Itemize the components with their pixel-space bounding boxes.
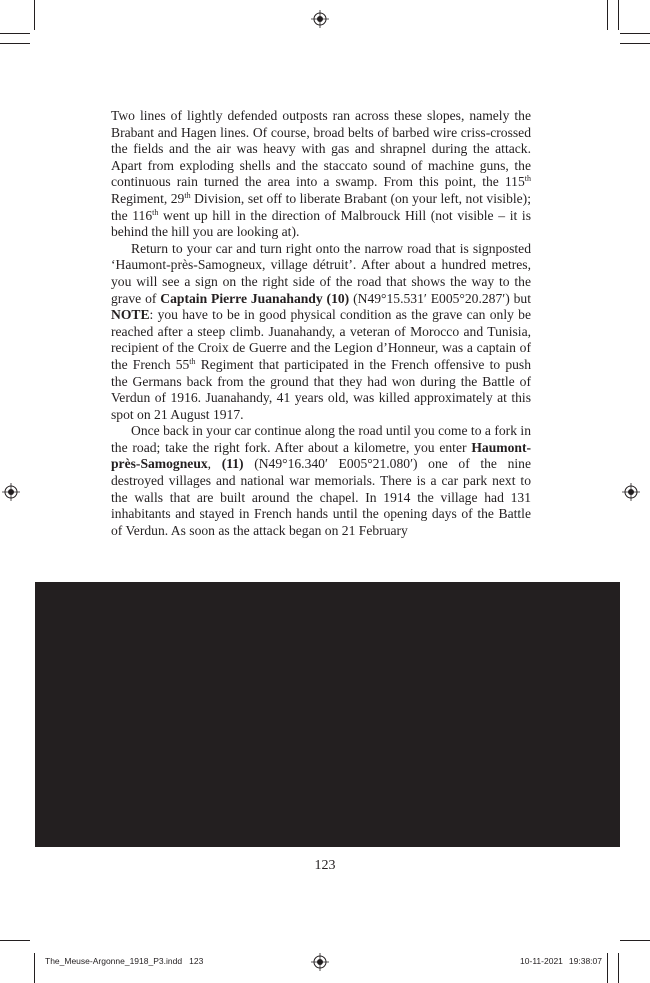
registration-mark-icon: [311, 10, 329, 28]
crop-mark: [34, 953, 35, 983]
crop-mark: [0, 43, 30, 44]
crop-mark: [618, 953, 619, 983]
crop-mark: [620, 33, 650, 34]
crop-mark: [0, 940, 30, 941]
crop-mark: [620, 43, 650, 44]
registration-mark-icon: [622, 483, 640, 501]
paragraph: Two lines of lightly defended outposts ran across these slopes, namely the Brabant and Hagen lines. Of course, broad belts of barbed wire criss-crossed the fields and the air was heavy with gas and shrapnel during the attack. Apart from exploding shells and the staccato sound of machine guns, the continuous rain turned the area into a swamp. From this point, the 115th Regiment, 29th Division, set off to liberate Brabant (on your left, not visible); the 116th went up hill in the direction of Malbrouck Hill (not visible – it is behind the hill you are looking at).: [111, 108, 531, 240]
slug-date: 10-11-2021: [520, 956, 563, 966]
crop-mark: [620, 940, 650, 941]
crop-mark: [607, 0, 608, 30]
slug-filename: The_Meuse-Argonne_1918_P3.indd 123: [45, 956, 204, 966]
paragraph: Once back in your car continue along the road until you come to a fork in the road; take the right fork. After about a kilometre, you enter Haumont-près-Samogneux, (11) (N49°16.340′ E005°21.080′) one of the nine destroyed villages and national war memorials. There is a car park next to the walls that are built around the chapel. In 1914 the village had 131 inhabitants and stayed in French hands until the opening days of the Battle of Verdun. As soon as the attack began on 21 February: [111, 423, 531, 538]
crop-mark: [618, 0, 619, 30]
crop-mark: [0, 33, 30, 34]
registration-mark-icon: [311, 953, 329, 971]
page-number: 123: [314, 858, 336, 873]
slug-time: 19:38:07: [568, 956, 602, 966]
registration-mark-icon: [2, 483, 20, 501]
paragraph: Return to your car and turn right onto the narrow road that is signposted ‘Haumont-près-Samogneux, village détruit’. After about a hundred metres, you will see a sign on the right side of the road that shows the way to the grave of Captain Pierre Juanahandy (10) (N49°15.531′ E005°20.287′) but NOTE: you have to be in good physical condition as the grave can only be reached after a steep climb. Juanahandy, a veteran of Morocco and Tunisia, recipient of the Croix de Guerre and the Legion d’Honneur, was a captain of the French 55th Regiment that participated in the French offensive to push the Germans back from the ground that they had won during the Battle of Verdun of 1916. Juanahandy, 41 years old, was killed approximately at this spot on 21 August 1917.: [111, 240, 532, 422]
crop-mark: [34, 0, 35, 30]
crop-mark: [607, 953, 608, 983]
slug-timestamp: [520, 956, 602, 966]
body-text: [111, 108, 531, 539]
photo: [35, 582, 620, 847]
